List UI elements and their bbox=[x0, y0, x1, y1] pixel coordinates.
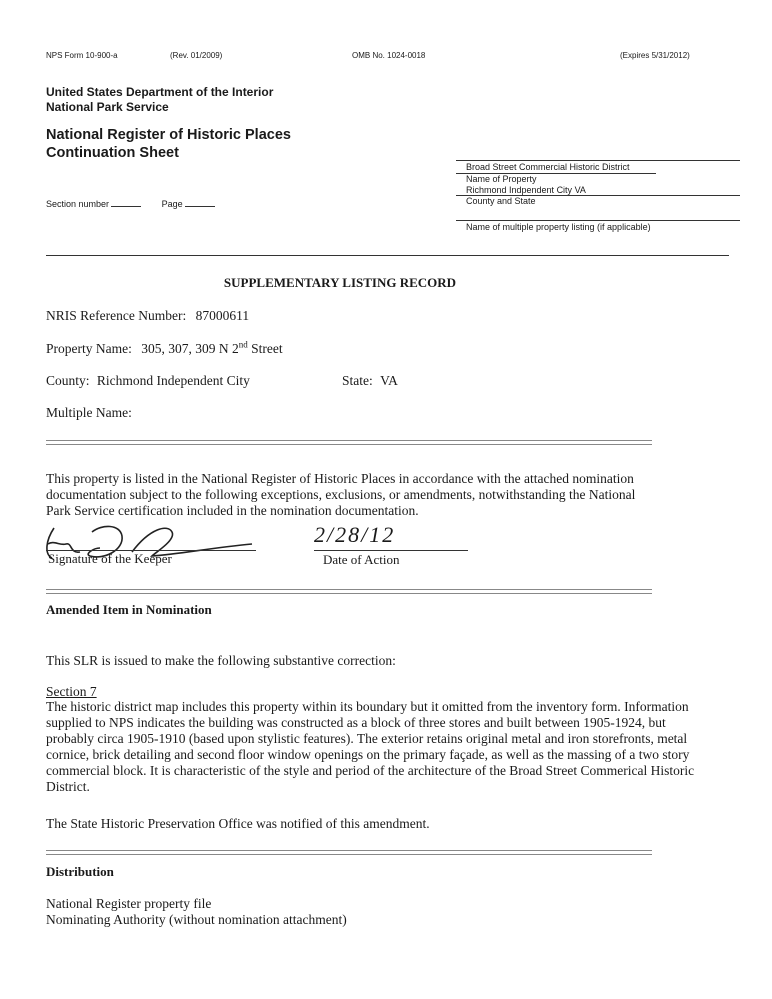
property-name-label: Name of Property bbox=[466, 174, 537, 184]
date-of-action-line bbox=[314, 550, 468, 551]
paragraph-line: cornice, brick detailing and second floor window openings on the primary façade, as well as the massing of a two story bbox=[46, 747, 690, 762]
distribution-list bbox=[46, 896, 347, 928]
page-number-blank bbox=[185, 197, 215, 207]
section-number-blank bbox=[111, 197, 141, 207]
section-number-label: Section number bbox=[46, 199, 110, 209]
agency-service: National Park Service bbox=[46, 100, 169, 114]
distribution-item: National Register property file bbox=[46, 896, 212, 911]
double-rule-3 bbox=[46, 850, 652, 855]
page-label: Page bbox=[161, 199, 183, 209]
property-address: 305, 307, 309 N 2nd Street bbox=[141, 339, 283, 356]
agency-department: United States Department of the Interior bbox=[46, 85, 274, 99]
amended-heading: Amended Item in Nomination bbox=[46, 602, 212, 617]
double-rule-1 bbox=[46, 440, 652, 445]
county-state-value: Richmond Indpendent City VA bbox=[466, 185, 586, 195]
state-value-record: VA bbox=[380, 373, 398, 388]
shpo-notice: The State Historic Preservation Office was notified of this amendment. bbox=[46, 816, 430, 831]
form-revision: (Rev. 01/2009) bbox=[170, 51, 223, 60]
section-number-field bbox=[46, 197, 215, 209]
property-name-row bbox=[46, 341, 283, 357]
paragraph-line: The historic district map includes this property within its boundary but it omitted from the inventory form. Information bbox=[46, 699, 689, 714]
sheet-subtitle: Continuation Sheet bbox=[46, 145, 179, 161]
record-heading: SUPPLEMENTARY LISTING RECORD bbox=[223, 275, 457, 290]
property-name-value: Broad Street Commercial Historic District bbox=[466, 162, 630, 172]
omb-number: OMB No. 1024-0018 bbox=[352, 51, 426, 60]
nris-label: NRIS Reference Number: bbox=[46, 308, 187, 323]
listing-statement bbox=[46, 471, 635, 519]
handwritten-date: 2/28/12 bbox=[314, 522, 396, 547]
amended-section-title: Section 7 bbox=[46, 684, 97, 699]
distribution-heading: Distribution bbox=[46, 864, 114, 879]
header-divider bbox=[46, 255, 729, 256]
paragraph-line: District. bbox=[46, 779, 90, 794]
county-row bbox=[46, 373, 250, 389]
county-label-record: County: bbox=[46, 373, 90, 388]
amended-intro: This SLR is issued to make the following substantive correction: bbox=[46, 653, 396, 668]
form-number: NPS Form 10-900-a bbox=[46, 51, 118, 60]
paragraph-line: supplied to NPS indicates the building was constructed as a block of three stores and built between 1905-1924, but bbox=[46, 715, 666, 730]
paragraph-line: commercial block. It is characteristic of the style and period of the architecture of the Broad Street Commerical Historic bbox=[46, 763, 695, 778]
statement-line: Park Service certification included in the nomination documentation. bbox=[46, 503, 419, 518]
paragraph-line: probably circa 1905-1910 (based upon stylistic features). The exterior retains original metal and iron storefronts, metal bbox=[46, 731, 688, 746]
statement-line: documentation subject to the following exceptions, exclusions, or amendments, notwithstanding the National bbox=[46, 487, 636, 502]
distribution-item: Nominating Authority (without nomination attachment) bbox=[46, 912, 347, 927]
nris-reference-row bbox=[46, 308, 249, 324]
date-of-action-label: Date of Action bbox=[323, 552, 400, 567]
property-box-top-rule bbox=[456, 160, 740, 161]
state-label-record: State: bbox=[342, 373, 373, 388]
sheet-title: National Register of Historic Places bbox=[46, 127, 291, 143]
multiple-name-label: Multiple Name: bbox=[46, 405, 132, 420]
nris-value: 87000611 bbox=[195, 308, 250, 323]
expiration-date: (Expires 5/31/2012) bbox=[620, 51, 690, 60]
county-value-record: Richmond Independent City bbox=[96, 373, 250, 388]
statement-line: This property is listed in the National Register of Historic Places in accordance with the attached nomination bbox=[46, 471, 634, 486]
state-row bbox=[342, 373, 398, 389]
amended-paragraph bbox=[46, 699, 736, 795]
keeper-signature-label: Signature of the Keeper bbox=[48, 551, 172, 566]
property-name-label-record: Property Name: bbox=[46, 341, 132, 356]
double-rule-2 bbox=[46, 589, 652, 594]
multiple-listing-rule bbox=[456, 220, 740, 221]
county-state-label: County and State bbox=[466, 196, 536, 206]
multiple-listing-label: Name of multiple property listing (if applicable) bbox=[466, 222, 651, 232]
